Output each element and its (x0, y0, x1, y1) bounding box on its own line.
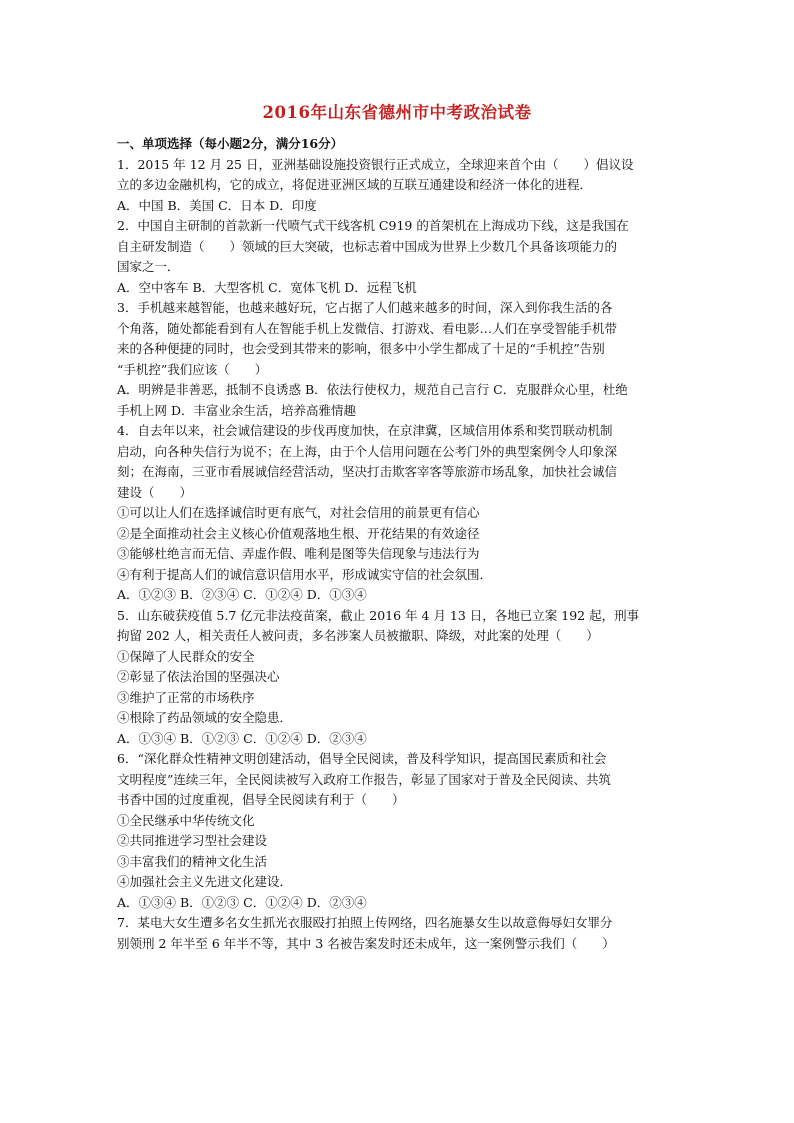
text-line: A．①③④ B．①②③ C．①②④ D．②③④ (117, 894, 367, 910)
text-line: ③维护了正常的市场秩序 (117, 689, 255, 705)
text-line: ④有利于提高人们的诚信意识信用水平，形成诚实守信的社会氛围． (117, 566, 493, 582)
text-line: 6．“深化群众性精神文明创建活动，倡导全民阅读，普及科学知识，提高国民素质和社会 (117, 751, 607, 766)
text-line: ①全民继承中华传统文化 (117, 812, 255, 828)
text-line: ③能够杜绝言而无信、弄虚作假、唯利是图等失信现象与违法行为 (117, 546, 480, 561)
text-line: 启动，向各种失信行为说不；在上海，由于个人信用问题在公考门外的典型案例令人印象深 (117, 443, 618, 459)
section-title: 一、单项选择（每小题2分，满分16分） (117, 136, 344, 151)
text-line: 书香中国的过度重视，倡导全民阅读有利于（ ） (117, 792, 405, 807)
page-title: 2016年山东省德州市中考政治试卷 (262, 103, 532, 122)
text-line: ④根除了药品领域的安全隐患． (117, 710, 293, 725)
exam-paper (117, 102, 677, 954)
text-line: 4．自去年以来，社会诚信建设的步伐再度加快，在京津冀，区域信用体系和奖罚联动机制 (117, 423, 613, 438)
text-line: ①可以让人们在选择诚信时更有底气，对社会信用的前景更有信心 (117, 505, 480, 520)
text-line: ②是全面推动社会主义核心价值观落地生根、开花结果的有效途径 (117, 525, 480, 541)
text-line: 手机上网 D．丰富业余生活，培养高雅情趣 (117, 402, 356, 418)
text-line: 来的各种便捷的同时，也会受到其带来的影响，很多中小学生都成了十足的“手机控”告别 (117, 341, 605, 356)
text-line: A．①②③ B．②③④ C．①②④ D．①③④ (117, 587, 367, 602)
text-line: 文明程度”连续三年，全民阅读被写入政府工作报告，彰显了国家对于普及全民阅读、共筑 (117, 771, 611, 787)
text-line: 3．手机越来越智能，也越来越好玩，它占据了人们越来越多的时间，深入到你我生活的各 (117, 300, 613, 315)
text-line: 1．2015 年 12 月 25 日，亚洲基础设施投资银行正式成立，全球迎来首个由（ ）倡议设 (117, 156, 634, 172)
text-line: 国家之一． (117, 259, 180, 274)
text-line: “手机控”我们应该（ ） (117, 361, 268, 377)
text-line: 7．某电大女生遭多名女生抓光衣服殴打拍照上传网络，四名施暴女生以故意侮辱妇女罪分 (117, 915, 613, 930)
text-line: 2．中国自主研制的首款新一代喷气式干线客机 C919 的首架机在上海成功下线，这是我国在 (117, 218, 629, 233)
text-line: A．空中客车 B．大型客机 C．宽体飞机 D．远程飞机 (117, 279, 417, 295)
text-line: ②彰显了依法治国的坚强决心 (117, 669, 280, 684)
text-line: A．①③④ B．①②③ C．①②④ D．②③④ (117, 730, 367, 746)
text-line: 刻；在海南，三亚市看展诚信经营活动，坚决打击欺客宰客等旅游市场乱象，加快社会诚信 (117, 464, 618, 479)
text-line: 5．山东破获疫值 5.7 亿元非法疫苗案，截止 2016 年 4 月 13 日，各地已立案 192 起，刑事 (117, 607, 640, 623)
text-line: ②共同推进学习型社会建设 (117, 833, 268, 848)
text-line: 自主研发制造（ ）领域的巨大突破，也标志着中国成为世界上少数几个具备该项能力的 (117, 238, 618, 254)
text-line: 立的多边金融机构，它的成立，将促进亚洲区域的互联互通建设和经济一体化的进程． (117, 177, 593, 192)
question-text-block (117, 155, 677, 955)
text-line: A．中国 B．美国 C．日本 D．印度 (117, 197, 317, 213)
text-line: 别领刑 2 年半至 6 年半不等，其中 3 名被告案发时还未成年，这一案例警示我们（ ） (117, 935, 615, 951)
text-line: ③丰富我们的精神文化生活 (117, 853, 268, 869)
text-line: 建设（ ） (117, 484, 193, 500)
text-line: A．明辨是非善恶，抵制不良诱惑 B．依法行使权力，规范自己言行 C．克服群众心里，杜绝 (117, 382, 628, 397)
text-line: 个角落，随处都能看到有人在智能手机上发微信、打游戏、看电影…人们在享受智能手机带 (117, 320, 618, 336)
text-line: ④加强社会主义先进文化建设． (117, 874, 293, 889)
text-line: ①保障了人民群众的安全 (117, 648, 255, 664)
text-line: 拘留 202 人，相关责任人被问责，多名涉案人员被撤职、降级，对此案的处理（ ） (117, 628, 599, 643)
